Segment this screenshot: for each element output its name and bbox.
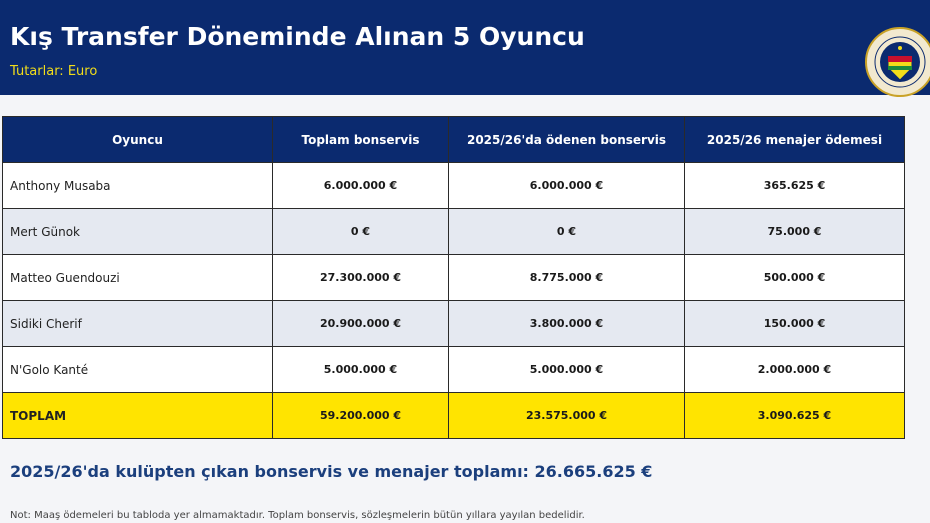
player-name: Matteo Guendouzi xyxy=(3,255,273,301)
agent-fee-cell: 500.000 € xyxy=(685,255,905,301)
paid-fee-cell: 3.800.000 € xyxy=(449,301,685,347)
footnote: Not: Maaş ödemeleri bu tabloda yer almamaktadır. Toplam bonservis, sözleşmelerin bütün yıllara yayılan bedelidir. xyxy=(10,510,585,521)
agent-fee-cell: 2.000.000 € xyxy=(685,347,905,393)
table-row xyxy=(3,163,905,209)
paid-fee-sum: 23.575.000 € xyxy=(449,393,685,439)
total-fee-cell: 20.900.000 € xyxy=(273,301,449,347)
agent-fee-sum: 3.090.625 € xyxy=(685,393,905,439)
paid-fee-cell: 5.000.000 € xyxy=(449,347,685,393)
table-header-row xyxy=(3,117,905,163)
summary-total: 2025/26'da kulüpten çıkan bonservis ve menajer toplamı: 26.665.625 € xyxy=(10,462,653,481)
agent-fee-cell: 150.000 € xyxy=(685,301,905,347)
total-row xyxy=(3,393,905,439)
paid-fee-cell: 8.775.000 € xyxy=(449,255,685,301)
paid-fee-cell: 0 € xyxy=(449,209,685,255)
table-row xyxy=(3,255,905,301)
table-row xyxy=(3,347,905,393)
total-fee-cell: 0 € xyxy=(273,209,449,255)
player-name: Mert Günok xyxy=(3,209,273,255)
paid-fee-cell: 6.000.000 € xyxy=(449,163,685,209)
col-header-player: Oyuncu xyxy=(3,117,273,163)
player-name: N'Golo Kanté xyxy=(3,347,273,393)
table-row xyxy=(3,209,905,255)
total-fee-cell: 5.000.000 € xyxy=(273,347,449,393)
agent-fee-cell: 75.000 € xyxy=(685,209,905,255)
agent-fee-cell: 365.625 € xyxy=(685,163,905,209)
transfer-table xyxy=(2,116,905,439)
player-name: Sidiki Cherif xyxy=(3,301,273,347)
page-title: Kış Transfer Döneminde Alınan 5 Oyuncu xyxy=(10,22,585,51)
col-header-total-fee: Toplam bonservis xyxy=(273,117,449,163)
header-banner xyxy=(0,0,930,95)
club-crest-logo xyxy=(864,22,930,102)
total-fee-sum: 59.200.000 € xyxy=(273,393,449,439)
currency-subtitle: Tutarlar: Euro xyxy=(10,64,98,79)
total-fee-cell: 27.300.000 € xyxy=(273,255,449,301)
total-fee-cell: 6.000.000 € xyxy=(273,163,449,209)
total-label: TOPLAM xyxy=(3,393,273,439)
table-row xyxy=(3,301,905,347)
player-name: Anthony Musaba xyxy=(3,163,273,209)
col-header-paid-fee: 2025/26'da ödenen bonservis xyxy=(449,117,685,163)
col-header-agent-fee: 2025/26 menajer ödemesi xyxy=(685,117,905,163)
